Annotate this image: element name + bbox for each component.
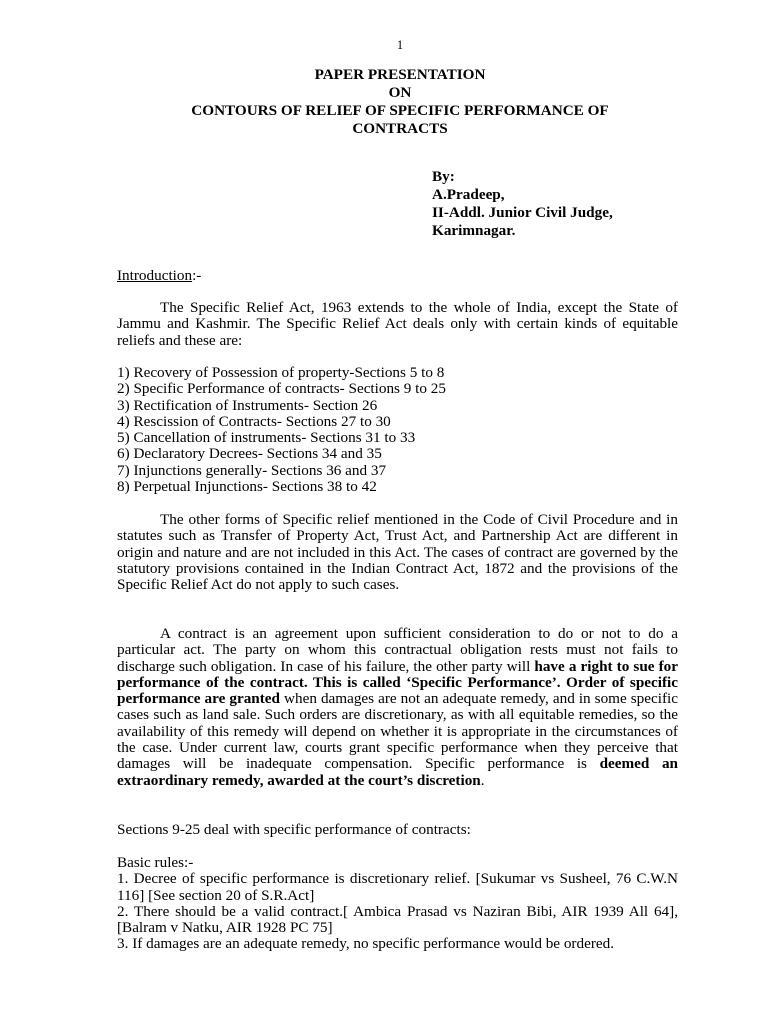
page-number: 1 xyxy=(396,38,404,52)
contract-text-1: A contract is an agreement upon sufficient consideration to do or not to do a particular act. The party on whom this contractual obligation rests must not fails to discharge such obligation. In case of his failure, the other party will xyxy=(117,625,678,675)
title-line-3: CONTOURS OF RELIEF OF SPECIFIC PERFORMANCE OF xyxy=(191,102,609,119)
introduction-heading-suffix: :- xyxy=(192,267,202,284)
list-item: 1) Recovery of Possession of property-Sections 5 to 8 xyxy=(117,364,445,381)
author-place: Karimnagar. xyxy=(432,222,516,239)
reliefs-list xyxy=(117,365,678,495)
contract-bold-2: deemed an extraordinary remedy, awarded at the court’s discretion xyxy=(117,755,678,789)
basic-rules xyxy=(117,855,678,953)
sections-paragraph: Sections 9-25 deal with specific performance of contracts: xyxy=(117,821,471,838)
title-line-2: ON xyxy=(388,84,412,101)
author-designation: II-Addl. Junior Civil Judge, xyxy=(432,204,613,221)
list-item: 2) Specific Performance of contracts- Sections 9 to 25 xyxy=(117,380,446,398)
list-item: 5) Cancellation of instruments- Sections 31 to 33 xyxy=(117,429,416,447)
title-line-4: CONTRACTS xyxy=(352,120,448,137)
list-item: 7) Injunctions generally- Sections 36 and 37 xyxy=(117,461,387,479)
contract-paragraph xyxy=(117,626,678,789)
rule-item: 3. If damages are an adequate remedy, no specific performance would be ordered. xyxy=(117,935,615,953)
intro-paragraph: The Specific Relief Act, 1963 extends to the whole of India, except the State of Jammu and Kashmir. The Specific Relief Act deals only with certain kinds of equitable reliefs and these are: xyxy=(117,299,678,349)
list-item: 3) Rectification of Instruments- Section 26 xyxy=(117,396,378,414)
author-name: A.Pradeep, xyxy=(432,186,505,203)
contract-text-2: when damages are not an adequate remedy, and in some specific cases such as land sale. Such orders are discretionary, as with all equitable remedies, so the availability of this remedy will depend on whether it is appropriate in the circumstances of the case. Under current law, courts grant specific performance when they perceive that damages will be inadequate compensation. Specific performance is xyxy=(117,690,678,773)
introduction-heading-text: Introduction xyxy=(117,267,193,284)
list-item: 8) Perpetual Injunctions- Sections 38 to 42 xyxy=(117,478,377,496)
list-item: 6) Declaratory Decrees- Sections 34 and 35 xyxy=(117,445,382,463)
basic-rules-heading: Basic rules:- xyxy=(117,854,194,871)
introduction-heading xyxy=(117,268,678,284)
contract-text-3: . xyxy=(480,771,485,789)
paper-title xyxy=(130,66,670,138)
byline-by: By: xyxy=(432,168,455,185)
rule-item: 2. There should be a valid contract.[ Ambica Prasad vs Naziran Bibi, AIR 1939 All 64], [Balram v Natku, AIR 1928 PC 75] xyxy=(117,902,678,937)
title-line-1: PAPER PRESENTATION xyxy=(314,66,486,83)
list-item: 4) Rescission of Contracts- Sections 27 to 30 xyxy=(117,412,391,430)
contract-bold-1: have a right to sue for performance of the contract. This is called ‘Specific Performance’. Order of specific performance are granted xyxy=(117,657,679,708)
other-forms-paragraph: The other forms of Specific relief mentioned in the Code of Civil Procedure and in statutes such as Transfer of Property Act, Trust Act, and Partnership Act are different in origin and nature and are not included in this Act. The cases of contract are governed by the statutory provisions contained in the Indian Contract Act, 1872 and the provisions of the Specific Relief Act do not apply to such cases. xyxy=(117,511,678,594)
rule-item: 1. Decree of specific performance is discretionary relief. [Sukumar vs Susheel, 76 C.W.N 116] [See section 20 of S.R.Act] xyxy=(117,870,678,904)
author-byline xyxy=(432,168,613,240)
